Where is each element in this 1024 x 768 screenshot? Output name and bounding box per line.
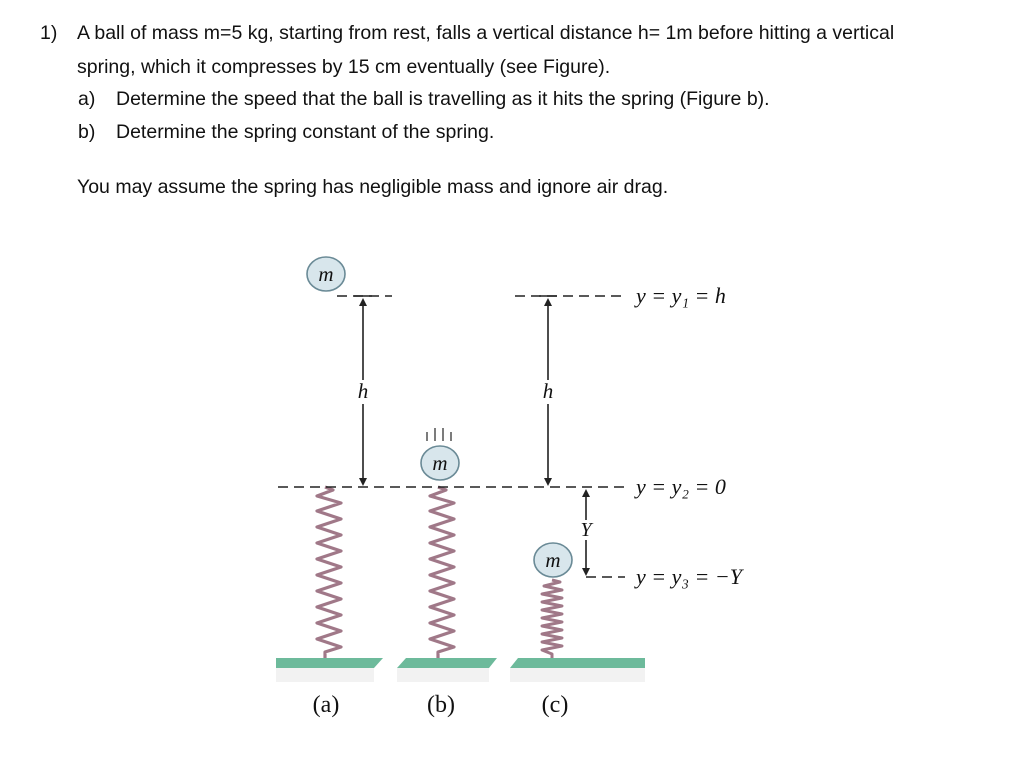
motion-lines-icon: [427, 428, 451, 441]
ground-blocks: [276, 658, 645, 682]
spring-b: [430, 487, 454, 658]
level-y2-label: y = y₂ = 0: [636, 474, 726, 499]
panel-label-a: (a): [312, 692, 340, 718]
ground-b: [397, 658, 497, 668]
ball-c-label: m: [545, 548, 561, 572]
ball-b-label: m: [432, 451, 448, 475]
ball-a-label: m: [318, 262, 334, 286]
y-compression-label: Y: [580, 519, 592, 541]
level-y1-label: y = y₁ = h: [636, 283, 726, 308]
h-label-c: h: [542, 379, 554, 403]
part-a-text: Determine the speed that the ball is travelling as it hits the spring (Figure b).: [116, 88, 770, 110]
part-b-label: b): [78, 121, 96, 143]
ground-c: [510, 658, 645, 668]
panel-label-c: (c): [541, 692, 569, 718]
ball-b: [421, 446, 459, 480]
h-label-a: h: [357, 379, 369, 403]
problem-statement-line1: A ball of mass m=5 kg, starting from rest, falls a vertical distance h= 1m before hitting a vertical: [77, 22, 895, 44]
ball-a: [307, 257, 345, 291]
ground-a: [276, 658, 383, 668]
level-y3-label: y = y₃ = −Y: [636, 564, 742, 589]
part-b-text: Determine the spring constant of the spring.: [116, 121, 495, 143]
ball-c: [534, 543, 572, 577]
problem-number: 1): [40, 22, 58, 44]
assumption-note: You may assume the spring has negligible mass and ignore air drag.: [77, 176, 669, 198]
spring-c: [542, 580, 562, 658]
part-a-label: a): [78, 88, 96, 110]
arrowheads: [359, 298, 590, 576]
spring-a: [317, 487, 341, 658]
problem-statement-line2: spring, which it compresses by 15 cm eventually (see Figure).: [77, 56, 611, 78]
panel-label-b: (b): [427, 692, 455, 718]
height-arrows: [363, 303, 586, 570]
